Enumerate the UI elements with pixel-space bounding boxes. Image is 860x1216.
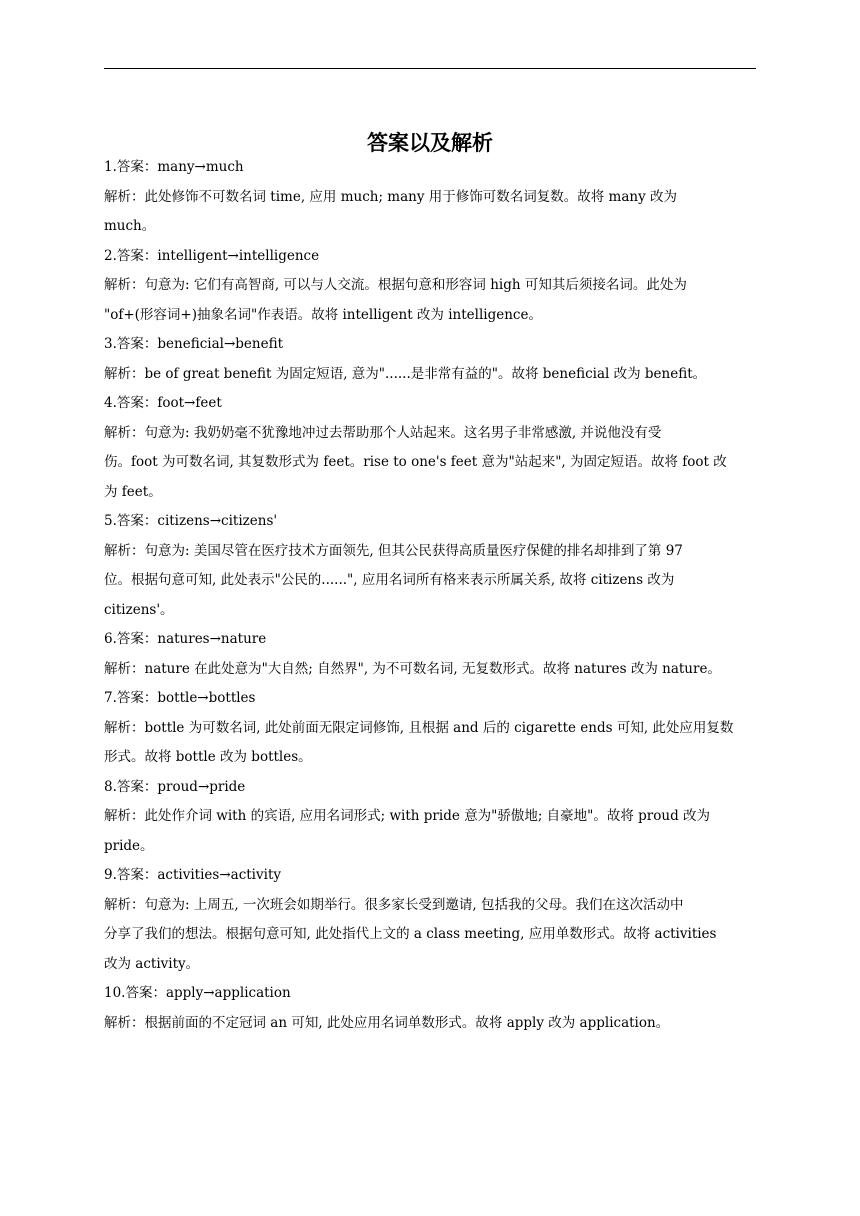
explanation-9-line-1: 解析：句意为: 上周五, 一次班会如期举行。很多家长受到邀请, 包括我的父母。我们在这次活动中 — [104, 896, 684, 913]
answer-10: 10.答案：apply→application — [104, 985, 291, 1001]
header-rule — [104, 68, 756, 69]
explanation-4-line-2: 伤。foot 为可数名词, 其复数形式为 feet。rise to one's feet 意为"站起来", 为固定短语。故将 foot 改 — [104, 454, 727, 470]
answer-3: 3.答案：beneficial→benefit — [104, 336, 284, 352]
answer-7: 7.答案：bottle→bottles — [104, 690, 256, 706]
answer-1: 1.答案：many→much — [104, 159, 244, 175]
answer-content — [104, 153, 756, 1038]
explanation-3-line-1: 解析：be of great benefit 为固定短语, 意为"......是非常有益的"。故将 beneficial 改为 benefit。 — [104, 365, 707, 382]
explanation-9-line-3: 改为 activity。 — [104, 955, 200, 972]
explanation-8-line-1: 解析：此处作介词 with 的宾语, 应用名词形式; with pride 意为"骄傲地; 自豪地"。故将 proud 改为 — [104, 808, 711, 824]
explanation-10-line-1: 解析：根据前面的不定冠词 an 可知, 此处应用名词单数形式。故将 apply 改为 application。 — [104, 1014, 670, 1031]
answer-6: 6.答案：natures→nature — [104, 631, 267, 647]
explanation-7-line-1: 解析：bottle 为可数名词, 此处前面无限定词修饰, 且根据 and 后的 cigarette ends 可知, 此处应用复数 — [104, 719, 734, 736]
explanation-7-line-2: 形式。故将 bottle 改为 bottles。 — [104, 749, 312, 765]
answer-8: 8.答案：proud→pride — [104, 778, 246, 795]
explanation-8-line-2: pride。 — [104, 837, 154, 854]
explanation-1-line-2: much。 — [104, 218, 156, 234]
answer-2: 2.答案：intelligent→intelligence — [104, 247, 320, 264]
explanation-6-line-1: 解析：nature 在此处意为"大自然; 自然界", 为不可数名词, 无复数形式。故将 natures 改为 nature。 — [104, 660, 721, 677]
explanation-5-line-3: citizens'。 — [104, 601, 174, 618]
page-title: 答案以及解析 — [367, 131, 493, 155]
explanation-1-line-1: 解析：此处修饰不可数名词 time, 应用 much; many 用于修饰可数名词复数。故将 many 改为 — [104, 188, 678, 205]
answer-9: 9.答案：activities→activity — [104, 867, 281, 883]
explanation-5-line-1: 解析：句意为: 美国尽管在医疗技术方面领先, 但其公民获得高质量医疗保健的排名却排到了第 97 — [104, 542, 683, 559]
explanation-5-line-2: 位。根据句意可知, 此处表示"公民的......", 应用名词所有格来表示所属关系, 故将 citizens 改为 — [104, 572, 675, 588]
explanation-2-line-1: 解析：句意为: 它们有高智商, 可以与人交流。根据句意和形容词 high 可知其后须接名词。此处为 — [104, 277, 687, 293]
explanation-4-line-1: 解析：句意为: 我奶奶毫不犹豫地冲过去帮助那个人站起来。这名男子非常感激, 并说他没有受 — [104, 424, 662, 441]
answer-4: 4.答案：foot→feet — [104, 395, 222, 411]
explanation-2-line-2: "of+(形容词+)抽象名词"作表语。故将 intelligent 改为 intelligence。 — [104, 306, 542, 323]
explanation-4-line-3: 为 feet。 — [104, 483, 162, 500]
explanation-9-line-2: 分享了我们的想法。根据句意可知, 此处指代上文的 a class meeting, 应用单数形式。故将 activities — [104, 926, 717, 942]
answer-5: 5.答案：citizens→citizens' — [104, 513, 278, 529]
